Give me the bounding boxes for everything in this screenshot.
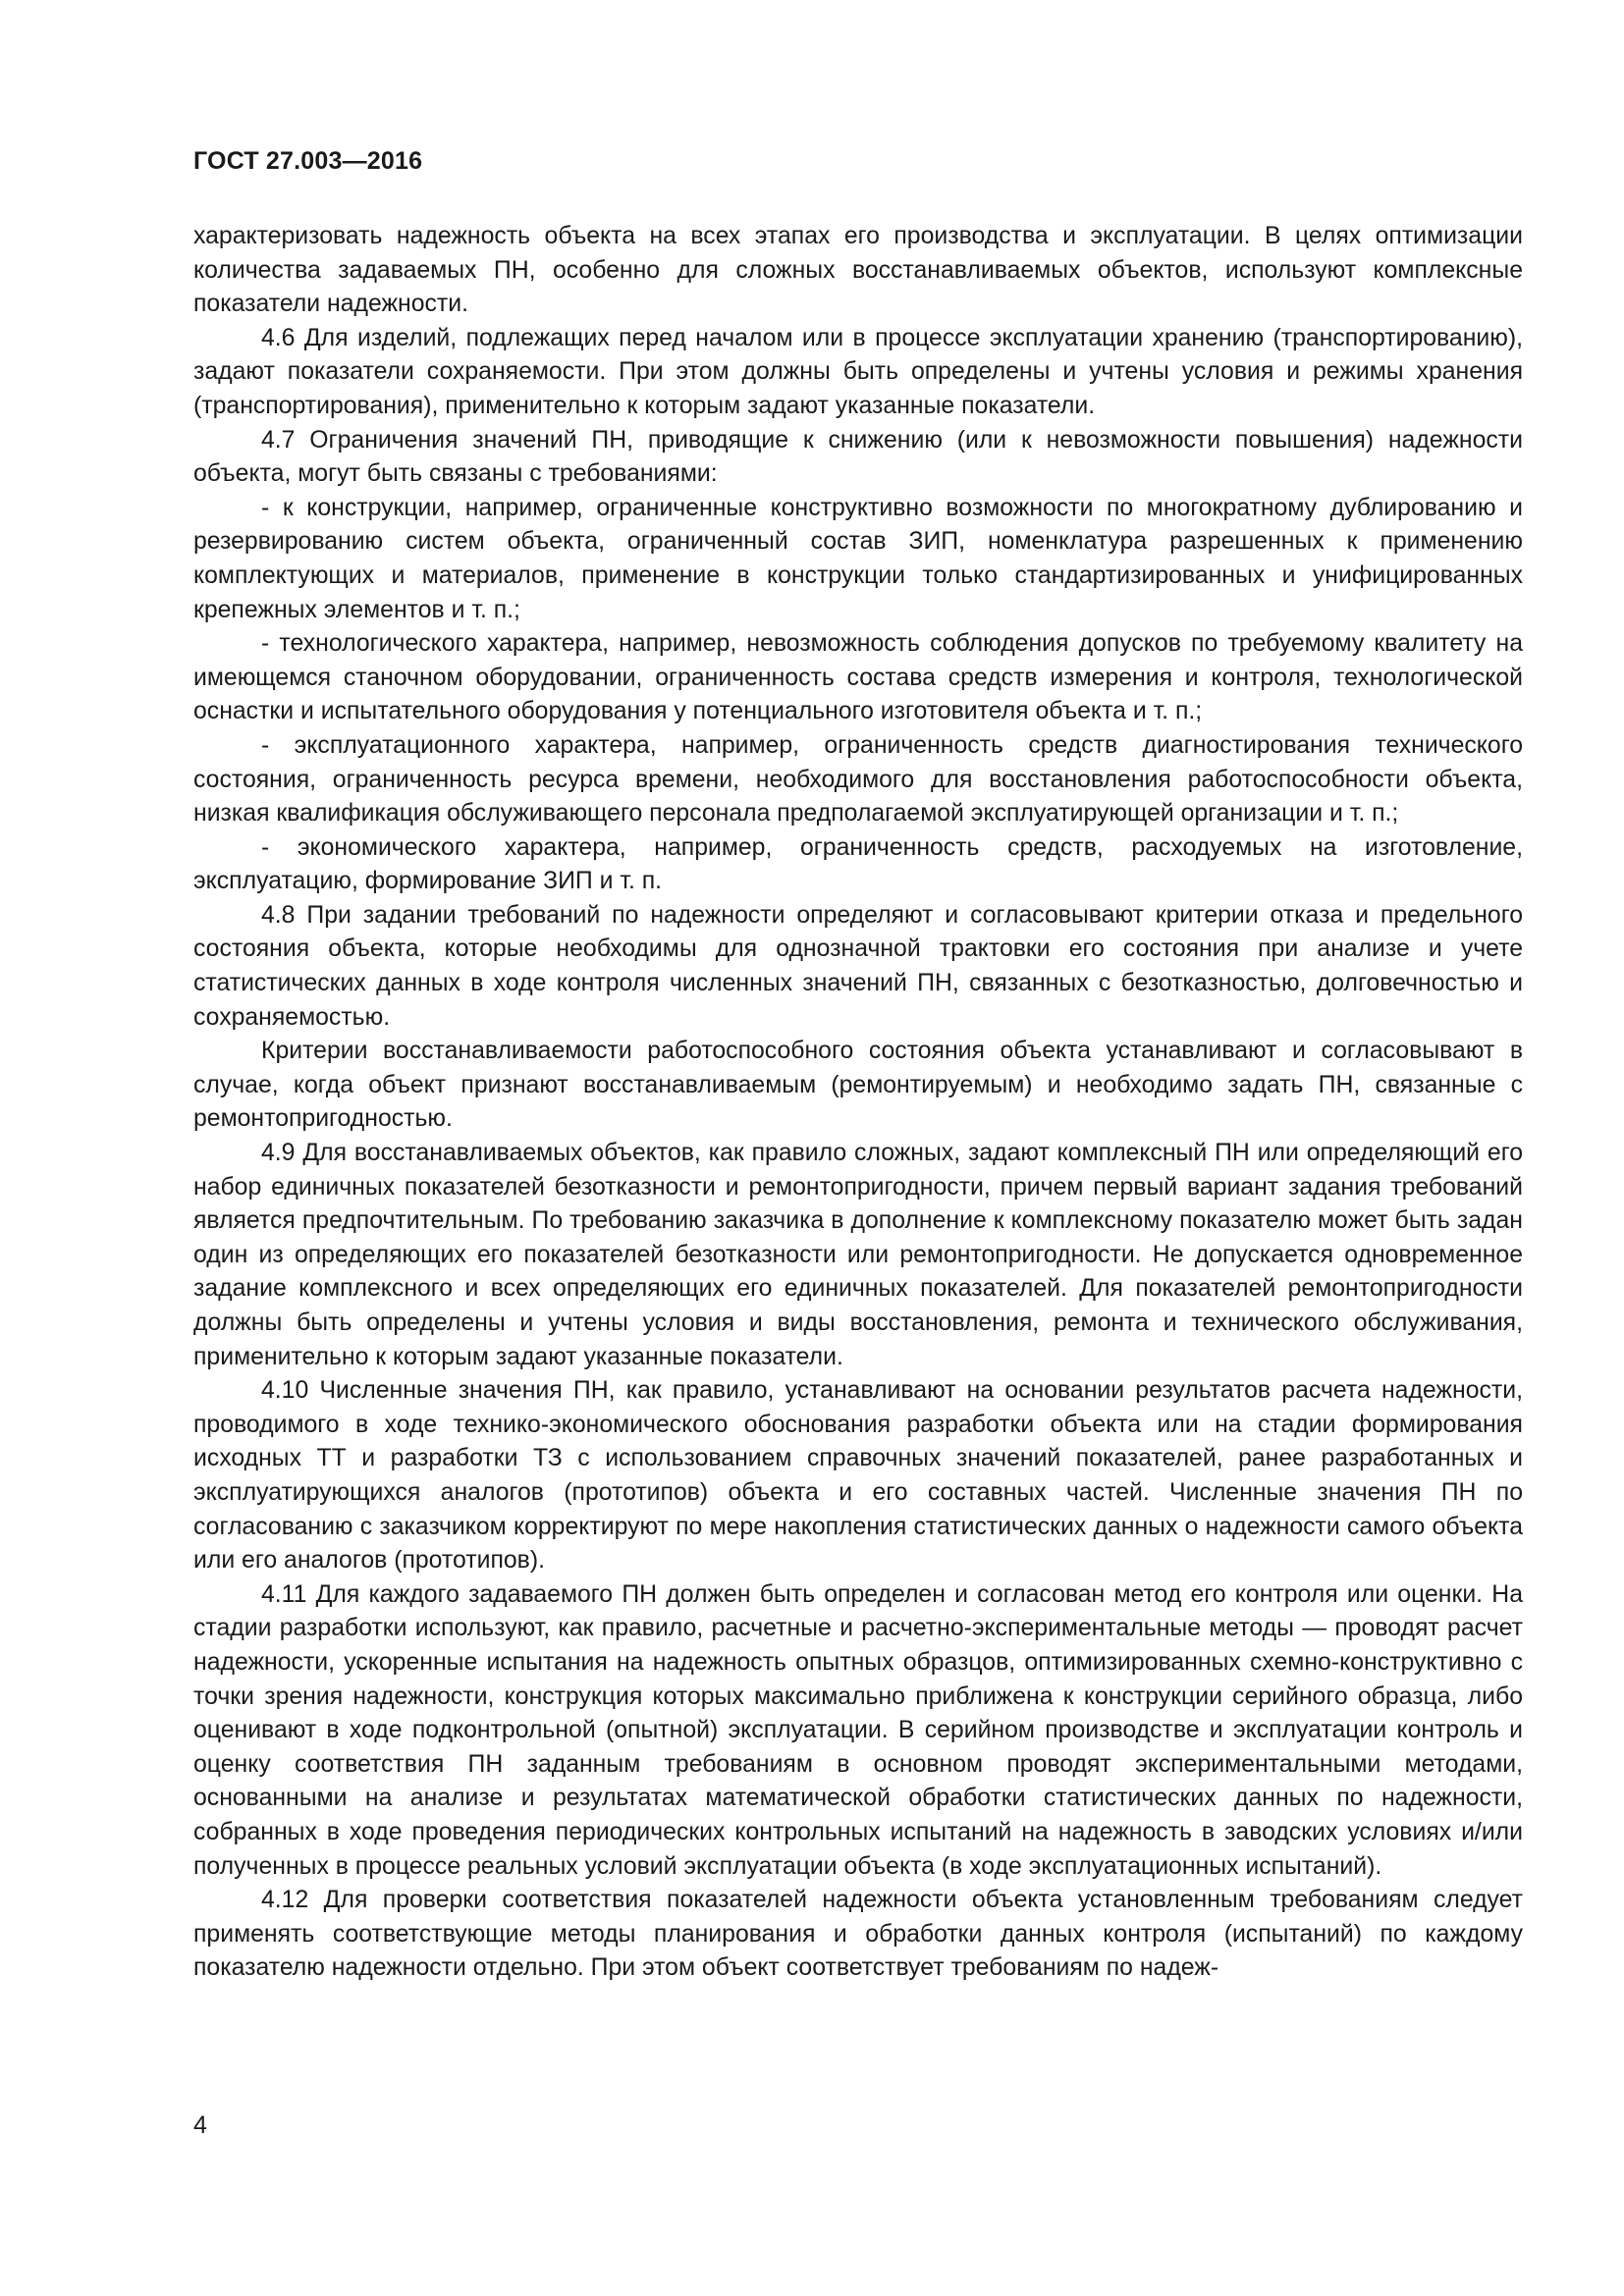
- paragraph: Критерии восстанавливаемости работоспособного состояния объекта устанавливают и согласовывают в случае, когда объект признают восстанавливаемым (ремонтируемым) и необходимо задать ПН, связанные с ремонтопригодностью.: [193, 1038, 1523, 1133]
- page-header-title: ГОСТ 27.003—2016: [193, 147, 423, 175]
- paragraph: 4.9 Для восстанавливаемых объектов, как правило сложных, задают комплексный ПН или определяющий его набор единичных показателей безотказности и ремонтопригодности, причем первый вариант задания требований является предпочтительным. По требованию заказчика в дополнение к комплексному показателю может быть задан один из определяющих его показателей безотказности или ремонтопригодности. Не допускается одновременное задание комплексного и всех определяющих его единичных показателей. Для показателей ремонтопригодности должны быть определены и учтены условия и виды восстановления, ремонта и технического обслуживания, применительно к которым задают указанные показатели.: [193, 1140, 1523, 1370]
- list-item: - экономического характера, например, ограниченность средств, расходуемых на изготовление, эксплуатацию, формирование ЗИП и т. п.: [193, 833, 1523, 895]
- page-number: 4: [193, 2111, 207, 2139]
- paragraph: характеризовать надежность объекта на всех этапах его производства и эксплуатации. В целях оптимизации количества задаваемых ПН, особенно для сложных восстанавливаемых объектов, используют комплексные показатели надежности.: [193, 223, 1523, 318]
- list-item: - технологического характера, например, невозможность соблюдения допусков по требуемому квалитету на имеющемся станочном оборудовании, ограниченность состава средств измерения и контроля, технологической оснастки и испытательного оборудования у потенциального изготовителя объекта и т. п.;: [193, 630, 1523, 725]
- paragraph: 4.7 Ограничения значений ПН, приводящие к снижению (или к невозможности повышения) надежности объекта, могут быть связаны с требованиями:: [193, 426, 1523, 488]
- paragraph: 4.10 Численные значения ПН, как правило, устанавливают на основании результатов расчета надежности, проводимого в ходе технико-экономического обоснования разработки объекта или на стадии формирования исходных ТТ и разработки ТЗ с использованием справочных значений показателей, ранее разработанных и эксплуатирующихся аналогов (прототипов) объекта и его составных частей. Численные значения ПН по согласованию с заказчиком корректируют по мере накопления статистических данных о надежности самого объекта или его аналогов (прототипов).: [193, 1377, 1523, 1575]
- paragraph: 4.12 Для проверки соответствия показателей надежности объекта установленным требованиям следует применять соответствующие методы планирования и обработки данных контроля (испытаний) по каждому показателю надежности отдельно. При этом объект соответствует требованиям по надеж-: [193, 1887, 1523, 1982]
- paragraph: 4.6 Для изделий, подлежащих перед началом или в процессе эксплуатации хранению (транспортированию), задают показатели сохраняемости. При этом должны быть определены и учтены условия и режимы хранения (транспортирования), применительно к которым задают указанные показатели.: [193, 324, 1523, 419]
- list-item: - к конструкции, например, ограниченные конструктивно возможности по многократному дублированию и резервированию систем объекта, ограниченный состав ЗИП, номенклатура разрешенных к применению комплектующих и материалов, применение в конструкции только стандартизированных и унифицированных крепежных элементов и т. п.;: [193, 494, 1523, 623]
- paragraph: 4.11 Для каждого задаваемого ПН должен быть определен и согласован метод его контроля или оценки. На стадии разработки используют, как правило, расчетные и расчетно-экспериментальные методы — проводят расчет надежности, ускоренные испытания на надежность опытных образцов, оптимизированных схемно-конструктивно с точки зрения надежности, конструкция которых максимально приближена к конструкции серийного образца, либо оценивают в ходе подконтрольной (опытной) эксплуатации. В серийном производстве и эксплуатации контроль и оценку соответствия ПН заданным требованиям в основном проводят экспериментальными методами, основанными на анализе и результатах математической обработки статистических данных по надежности, собранных в ходе проведения периодических контрольных испытаний на надежность в заводских условиях и/или полученных в процессе реальных условий эксплуатации объекта (в ходе эксплуатационных испытаний).: [193, 1580, 1523, 1880]
- document-body: [193, 220, 1523, 1986]
- paragraph: 4.8 При задании требований по надежности определяют и согласовывают критерии отказа и предельного состояния объекта, которые необходимы для однозначной трактовки его состояния при анализе и учете статистических данных в ходе контроля численных значений ПН, связанных с безотказностью, долговечностью и сохраняемостью.: [193, 901, 1523, 1031]
- list-item: - эксплуатационного характера, например, ограниченность средств диагностирования технического состояния, ограниченность ресурса времени, необходимого для восстановления работоспособности объекта, низкая квалификация обслуживающего персонала предполагаемой эксплуатирующей организации и т. п.;: [193, 731, 1523, 828]
